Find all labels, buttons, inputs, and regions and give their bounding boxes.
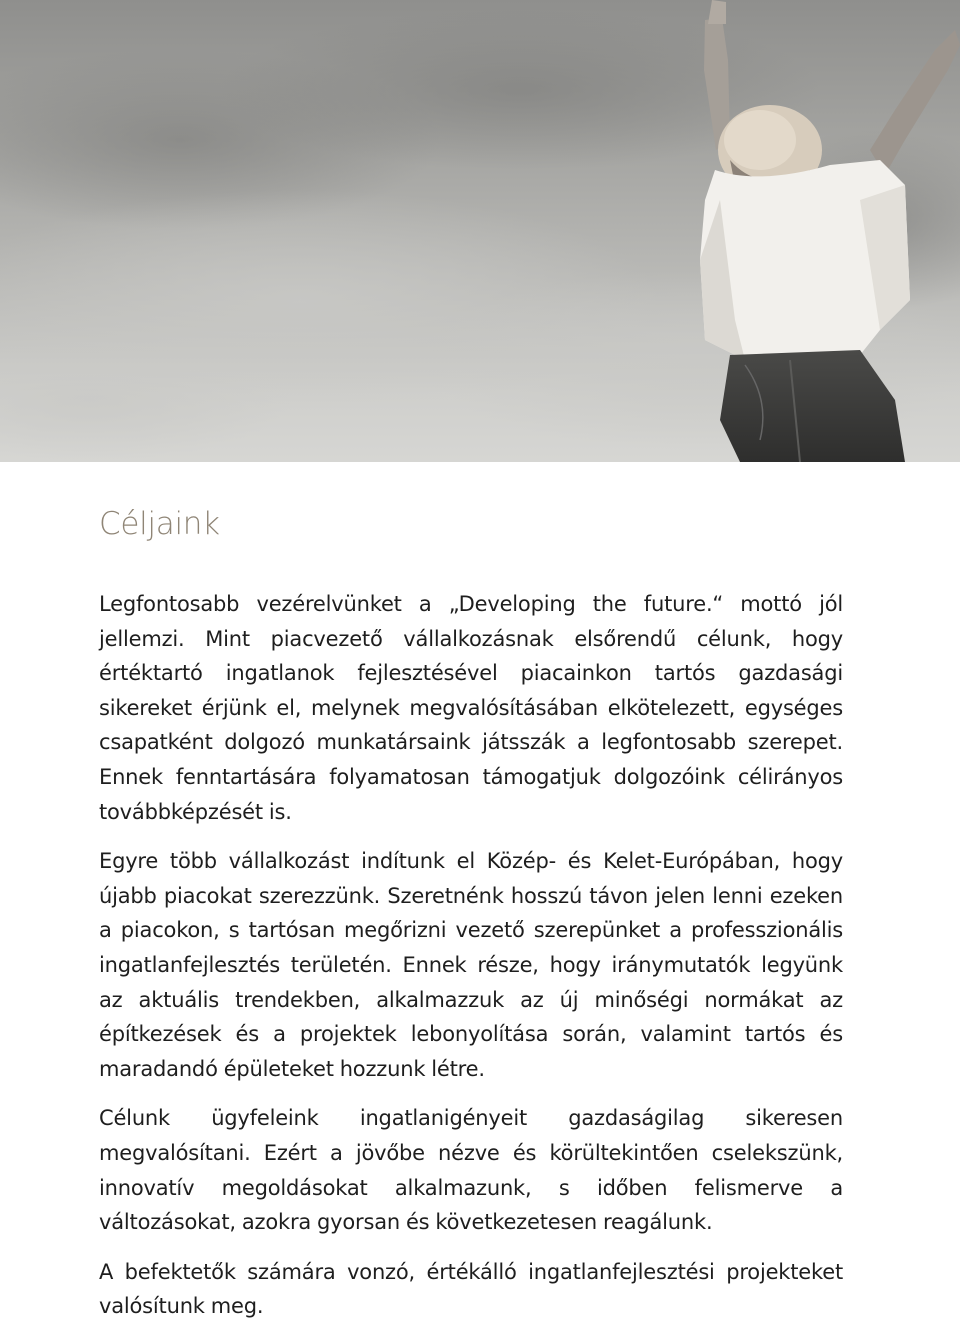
paragraph-1: Legfontosabb vezérelvünket a „Developing the future.“ mottó jól jellemzi. Mint piacvezető vállalkozásnak elsőrendű célunk, hogy értéktartó ingatlanok fejlesztésével piacainkon tartós gazdasági sikereket érjünk el, melynek megvalósításában elkötelezett, egységes csapatként dolgozó munkatársaink játsszák a legfontosabb szerepet. Ennek fenntartására folyamatosan támogatjuk dolgozóink célirányos továbbképzését is. [99, 592, 843, 824]
page-title: Céljaink [99, 506, 220, 542]
text-section [99, 505, 843, 1339]
paragraph-3: Célunk ügyfeleink ingatlanigényeit gazdaságilag sikeresen megvalósítani. Ezért a jövőbe nézve és körültekintően cselekszünk, innovatív megoldásokat alkalmazunk, s időben felismerve a változásokat, azokra gyorsan és következetesen reagálunk. [99, 1106, 843, 1235]
hero-photo [0, 0, 960, 462]
jumping-person-photo [0, 0, 960, 462]
paragraph-2: Egyre több vállalkozást indítunk el Közép- és Kelet-Európában, hogy újabb piacokat szerezzünk. Szeretnénk hosszú távon jelen lenni ezeken a piacokon, s tartósan megőrizni vezető szerepünket a professzionális ingatlanfejlesztés területén. Ennek része, hogy iránymutatók legyünk az aktuális trendekben, alkalmazzuk az új minőségi normákat az építkezések és a projektek lebonyolítása során, valamint tartós és maradandó épületeket hozzunk létre. [99, 849, 843, 1081]
paragraph-4: A befektetők számára vonzó, értékálló ingatlanfejlesztési projekteket valósítunk meg. [99, 1259, 843, 1319]
